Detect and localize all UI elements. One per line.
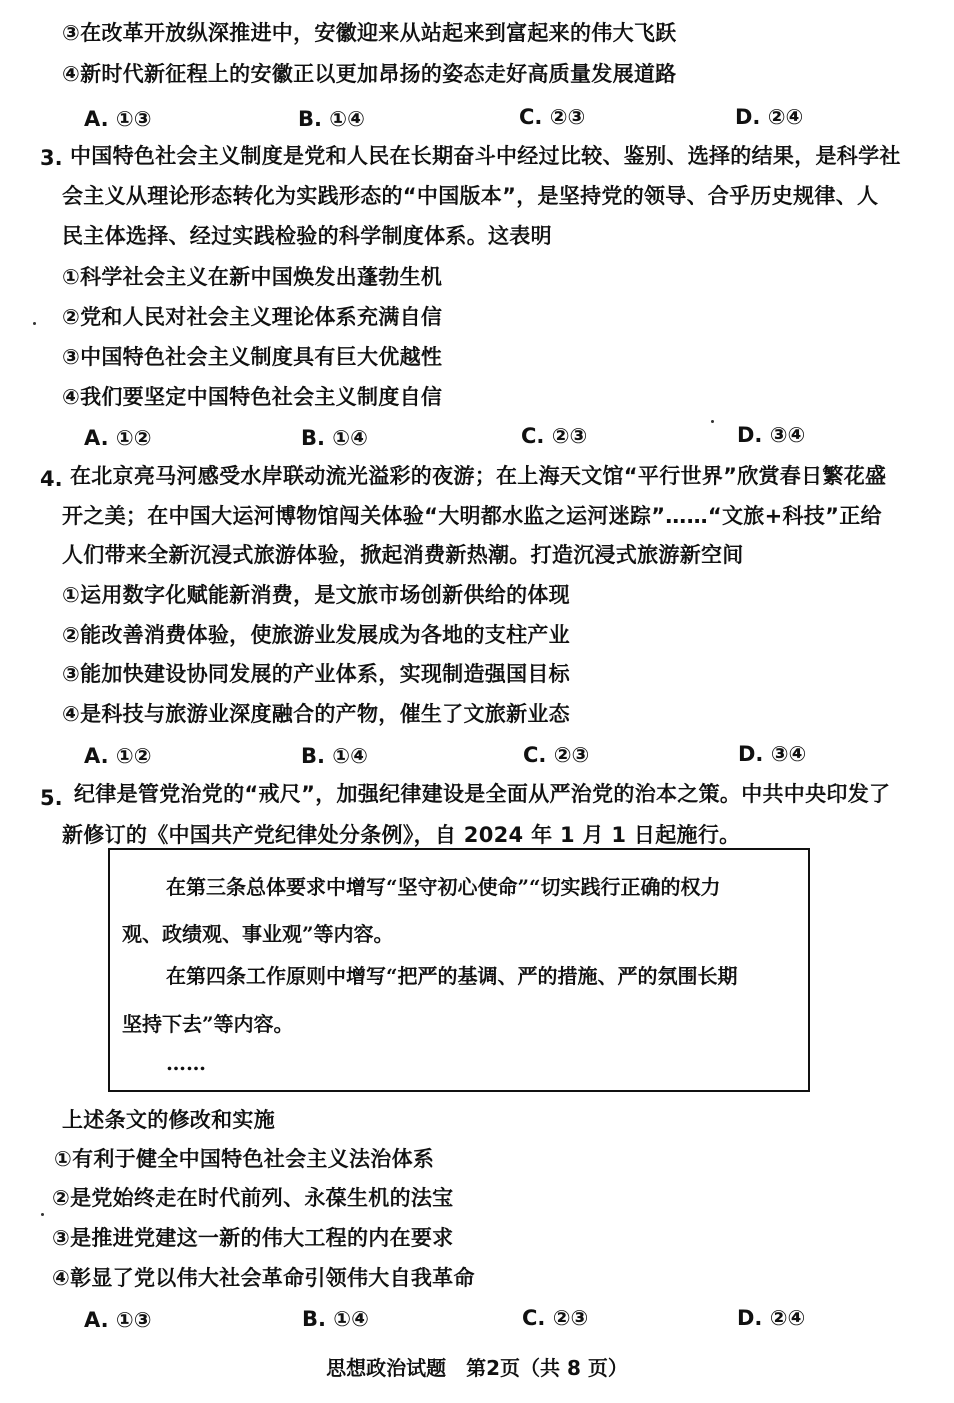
q4-choice-b: B. ①④ <box>301 744 368 768</box>
q3-choice-a: A. ①② <box>84 426 152 450</box>
q4-choice-c: C. ②③ <box>523 743 590 767</box>
excerpt-line-3: 在第四条工作原则中增写“把严的基调、严的措施、严的氛围长期 <box>166 964 738 988</box>
q5-stem-line-2: 新修订的《中国共产党纪律处分条例》，自 2024 年 1 月 1 日起施行。 <box>62 823 741 847</box>
q3-option-2: ②党和人民对社会主义理论体系充满自信 <box>62 305 443 329</box>
q4-option-2: ②能改善消费体验，使旅游业发展成为各地的支柱产业 <box>62 623 570 647</box>
q5-choice-b: B. ①④ <box>302 1307 369 1331</box>
q5-option-1: ①有利于健全中国特色社会主义法治体系 <box>54 1147 435 1171</box>
q5-choice-a: A. ①③ <box>84 1308 152 1332</box>
scan-speck <box>711 420 714 423</box>
q3-number: 3. <box>40 146 63 170</box>
scan-speck <box>41 1213 44 1216</box>
scan-speck <box>33 322 36 325</box>
q3-stem-line-2: 会主义从理论形态转化为实践形态的“中国版本”，是坚持党的领导、合乎历史规律、人 <box>62 184 879 208</box>
excerpt-line-1: 在第三条总体要求中增写“坚守初心使命”“切实践行正确的权力 <box>166 875 721 899</box>
q2-choice-b: B. ①④ <box>298 107 365 131</box>
page-footer: 思想政治试题 第2页（共 8 页） <box>326 1356 628 1380</box>
excerpt-line-4: 坚持下去”等内容。 <box>122 1012 294 1036</box>
q4-stem-line-3: 人们带来全新沉浸式旅游体验，掀起消费新热潮。打造沉浸式旅游新空间 <box>62 543 744 567</box>
excerpt-ellipsis: …… <box>166 1051 206 1075</box>
q4-number: 4. <box>40 467 63 491</box>
q5-number: 5. <box>40 786 63 810</box>
q2-option-3: ③在改革开放纵深推进中，安徽迎来从站起来到富起来的伟大飞跃 <box>62 21 677 45</box>
q4-option-1: ①运用数字化赋能新消费，是文旅市场创新供给的体现 <box>62 583 570 607</box>
q3-stem-line-3: 民主体选择、经过实践检验的科学制度体系。这表明 <box>62 224 552 248</box>
q3-option-1: ①科学社会主义在新中国焕发出蓬勃生机 <box>62 265 443 289</box>
q3-choice-d: D. ③④ <box>737 423 806 447</box>
q4-stem-line-2: 开之美；在中国大运河博物馆闯关体验“大明都水监之运河迷踪”……“文旅+科技”正给 <box>62 504 882 528</box>
excerpt-line-2: 观、政绩观、事业观”等内容。 <box>122 922 394 946</box>
q5-stem-line-1: 纪律是管党治党的“戒尺”，加强纪律建设是全面从严治党的治本之策。中共中央印发了 <box>74 782 891 806</box>
q3-choice-c: C. ②③ <box>521 424 588 448</box>
q2-choice-a: A. ①③ <box>84 107 152 131</box>
q4-choice-a: A. ①② <box>84 744 152 768</box>
q5-choice-d: D. ②④ <box>737 1306 806 1330</box>
q5-lead: 上述条文的修改和实施 <box>62 1108 275 1132</box>
q4-option-4: ④是科技与旅游业深度融合的产物，催生了文旅新业态 <box>62 702 570 726</box>
q5-option-4: ④彰显了党以伟大社会革命引领伟大自我革命 <box>52 1266 475 1290</box>
q3-stem-line-1: 中国特色社会主义制度是党和人民在长期奋斗中经过比较、鉴别、选择的结果，是科学社 <box>70 144 901 168</box>
q3-option-3: ③中国特色社会主义制度具有巨大优越性 <box>62 345 443 369</box>
q2-choice-d: D. ②④ <box>735 105 804 129</box>
q4-stem-line-1: 在北京亮马河感受水岸联动流光溢彩的夜游；在上海天文馆“平行世界”欣赏春日繁花盛 <box>70 464 887 488</box>
q2-option-4: ④新时代新征程上的安徽正以更加昂扬的姿态走好高质量发展道路 <box>62 62 677 86</box>
q5-option-3: ③是推进党建这一新的伟大工程的内在要求 <box>52 1226 454 1250</box>
q5-option-2: ②是党始终走在时代前列、永葆生机的法宝 <box>52 1186 454 1210</box>
q4-option-3: ③能加快建设协同发展的产业体系，实现制造强国目标 <box>62 662 570 686</box>
q4-choice-d: D. ③④ <box>738 742 807 766</box>
q3-choice-b: B. ①④ <box>301 426 368 450</box>
q2-choice-c: C. ②③ <box>519 105 586 129</box>
q3-option-4: ④我们要坚定中国特色社会主义制度自信 <box>62 385 443 409</box>
q5-choice-c: C. ②③ <box>522 1306 589 1330</box>
